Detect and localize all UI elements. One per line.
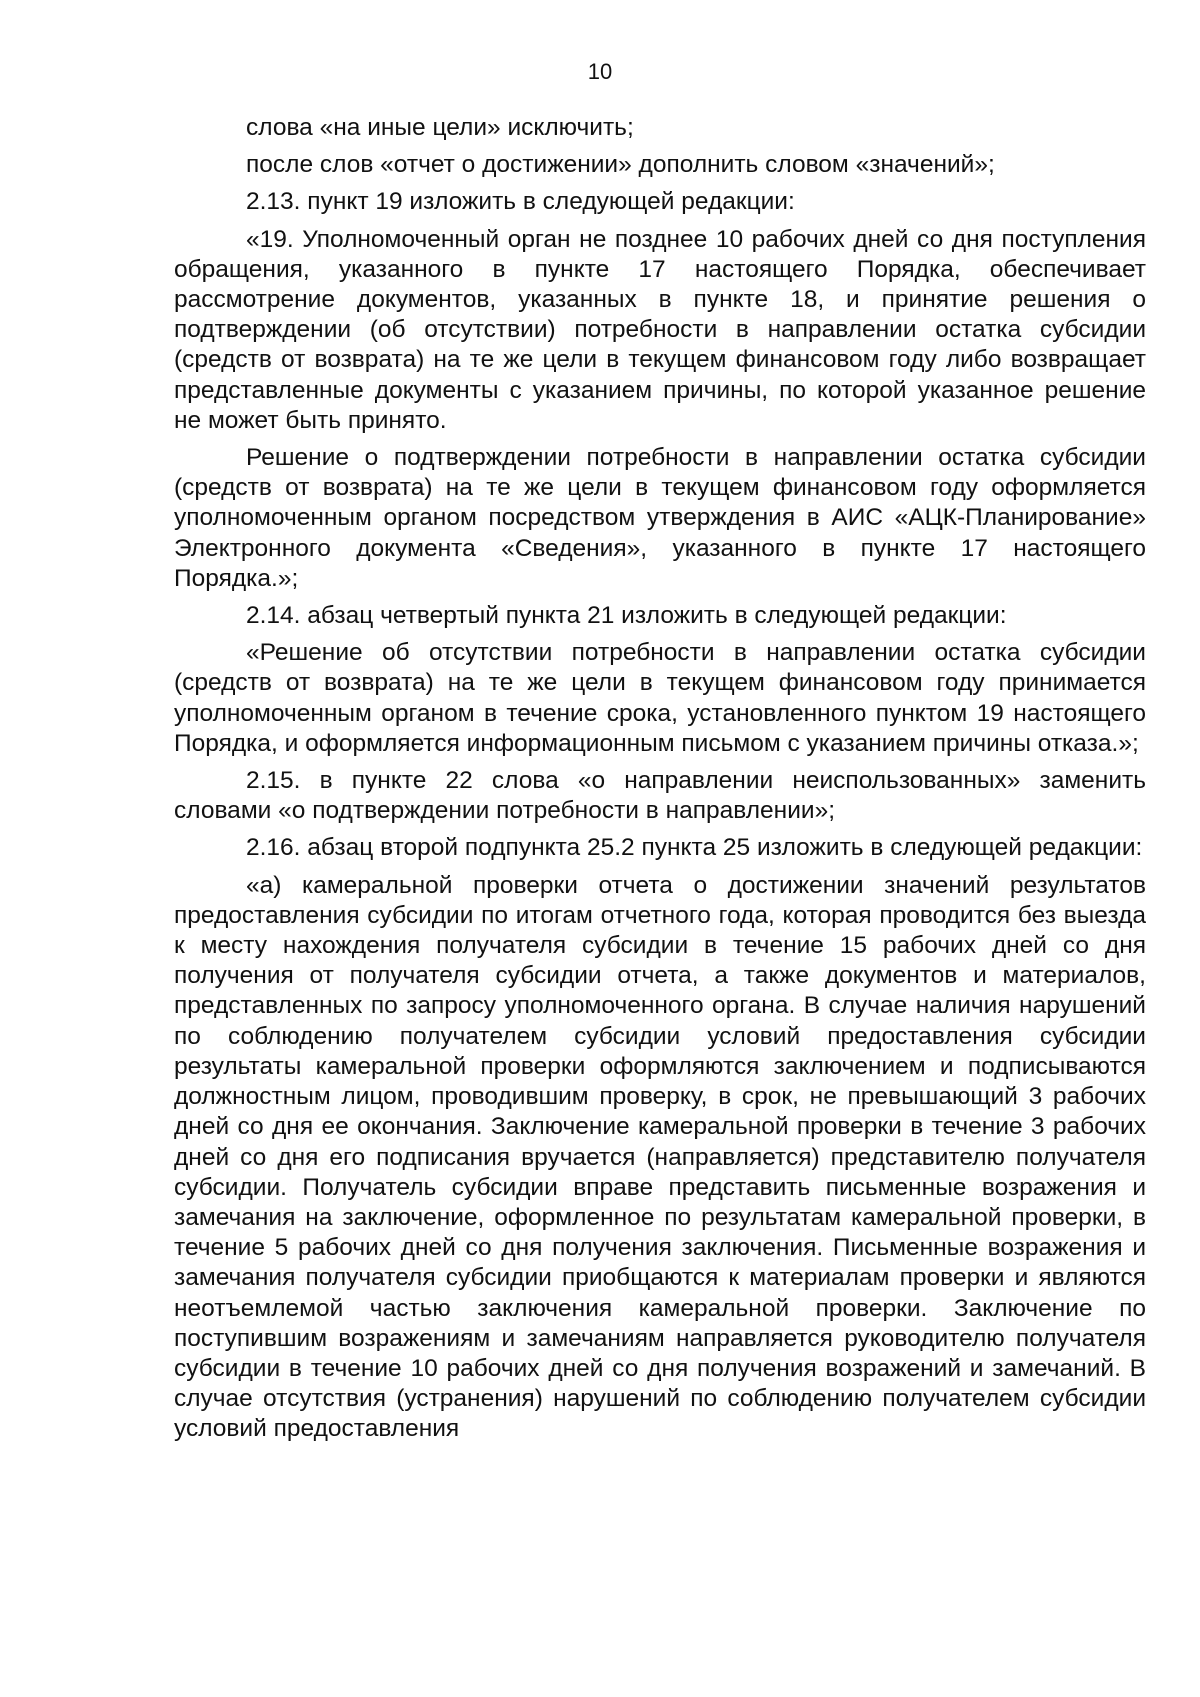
paragraph-after-words-report: после слов «отчет о достижении» дополнить словом «значений»;: [246, 151, 995, 179]
paragraph-2-15: 2.15. в пункте 22 слова «о направлении неиспользованных» заменить словами «о подтверждении потребности в направлении»;: [174, 767, 1146, 825]
document-body: [174, 113, 1146, 1452]
paragraph-2-13: 2.13. пункт 19 изложить в следующей редакции:: [246, 188, 795, 216]
paragraph-item-19: «19. Уполномоченный орган не позднее 10 рабочих дней со дня поступления обращения, указанного в пункте 17 настоящего Порядка, обеспечивает рассмотрение документов, указанных в пункте 18, и принятие решения о подтверждении (об отсутствии) потребности в направлении остатка субсидии (средств от возврата) на те же цели в текущем финансовом году либо возвращает представленные документы с указанием причины, по которой указанное решение не может быть принято.: [174, 225, 1146, 434]
paragraph-2-14: 2.14. абзац четвертый пункта 21 изложить в следующей редакции:: [246, 602, 1007, 630]
paragraph-desk-audit: «а) камеральной проверки отчета о достижении значений результатов предоставления субсидии по итогам отчетного года, которая проводится без выезда к месту нахождения получателя субсидии в течение 15 рабочих дней со дня получения от получателя субсидии отчета, а также документов и материалов, представленных по запросу уполномоченного органа. В случае наличия нарушений по соблюдению получателем субсидии условий предоставления субсидии результаты камеральной проверки оформляются заключением и подписываются должностным лицом, проводившим проверку, в срок, не превышающий 3 рабочих дней со дня ее окончания. Заключение камеральной проверки в течение 3 рабочих дней со дня его подписания вручается (направляется) представителю получателя субсидии. Получатель субсидии вправе представить письменные возражения и замечания на заключение, оформленное по результатам камеральной проверки, в течение 5 рабочих дней со дня получения заключения. Письменные возражения и замечания получателя субсидии приобщаются к материалам проверки и являются неотъемлемой частью заключения камеральной проверки. Заключение по поступившим возражениям и замечаниям направляется руководителю получателя субсидии в течение 10 рабочих дней со дня получения возражений и замечаний. В случае отсутствия (устранения) нарушений по соблюдению получателем субсидии условий предоставления: [174, 871, 1146, 1443]
page-number: 10: [587, 59, 613, 84]
paragraph-2-16: 2.16. абзац второй подпункта 25.2 пункта 25 изложить в следующей редакции:: [246, 834, 1143, 862]
paragraph-decision-absence: «Решение об отсутствии потребности в направлении остатка субсидии (средств от возврата) на те же цели в текущем финансовом году принимается уполномоченным органом в течение срока, установленного пунктом 19 настоящего Порядка, и оформляется информационным письмом с указанием причины отказа.»;: [174, 639, 1146, 757]
paragraph-words-excluded: слова «на иные цели» исключить;: [246, 114, 634, 141]
paragraph-decision-confirmation: Решение о подтверждении потребности в направлении остатка субсидии (средств от возврата) на те же цели в текущем финансовом году оформляется уполномоченным органом посредством утверждения в АИС «АЦК-Планирование» Электронного документа «Сведения», указанного в пункте 17 настоящего Порядка.»;: [174, 444, 1146, 592]
